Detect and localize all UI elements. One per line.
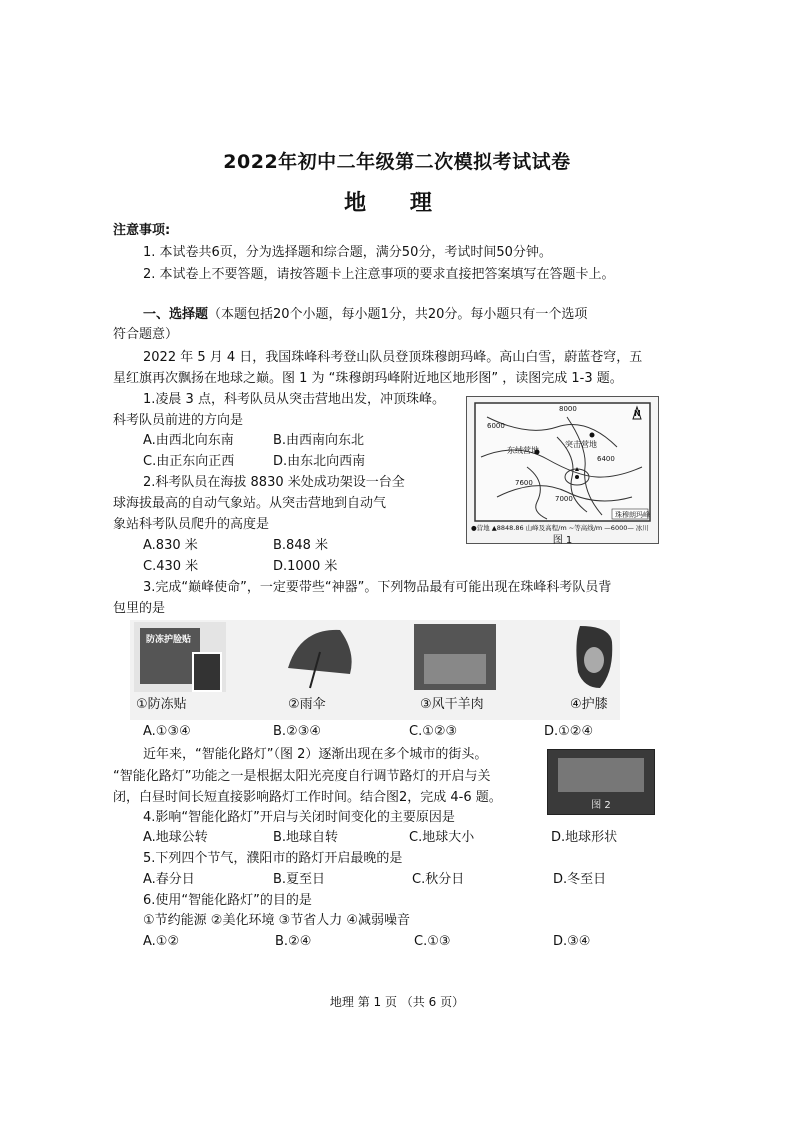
intro2-line-2: “智能化路灯”功能之一是根据太阳光亮度自行调节路灯的开启与关	[113, 769, 491, 784]
q6-option-a[interactable]: A.①②	[143, 934, 180, 949]
contour-6000: 6000	[487, 422, 505, 430]
q5-option-d[interactable]: D.冬至日	[553, 872, 607, 887]
street-scene-icon	[558, 758, 644, 792]
item-umbrella	[280, 622, 360, 694]
q1-option-c[interactable]: C.由正东向正西	[143, 454, 235, 469]
map-label-east-camp: 东绒营地	[507, 446, 539, 455]
q6-option-d[interactable]: D.③④	[553, 934, 591, 949]
q4-option-d[interactable]: D.地球形状	[551, 830, 618, 845]
q3-option-b[interactable]: B.②③④	[273, 724, 322, 739]
intro-line-1: 2022 年 5 月 4 日，我国珠峰科考登山队员登顶珠穆朗玛峰。高山白雪，蔚蓝苍穹，五	[143, 350, 643, 365]
q2-option-b[interactable]: B.848 米	[273, 538, 328, 553]
section1-heading: 一、选择题	[143, 307, 209, 322]
q1-option-b[interactable]: B.由西南向东北	[273, 433, 365, 448]
contour-6400: 6400	[597, 455, 615, 463]
figure-2-street-light	[547, 749, 655, 815]
q4-option-c[interactable]: C.地球大小	[409, 830, 475, 845]
q3-option-d[interactable]: D.①②④	[544, 724, 594, 739]
q2-stem-2: 球海拔最高的自动气象站。从突击营地到自动气	[113, 496, 387, 511]
item-label-3: ③风干羊肉	[420, 697, 484, 712]
item-dried-mutton	[414, 624, 496, 690]
q3-option-c[interactable]: C.①②③	[409, 724, 458, 739]
figure-2-caption: 图 2	[591, 800, 611, 811]
q4-stem: 4.影响“智能化路灯”开启与关闭时间变化的主要原因是	[143, 810, 455, 825]
item-label-2: ②雨伞	[288, 697, 326, 712]
q5-option-c[interactable]: C.秋分日	[412, 872, 465, 887]
q3-stem-2: 包里的是	[113, 601, 166, 616]
patch-pack-text: 防冻护脸贴	[146, 635, 192, 645]
notes-heading: 注意事项:	[113, 223, 171, 238]
mutton-pack-icon	[424, 654, 486, 684]
q3-option-a[interactable]: A.①③④	[143, 724, 191, 739]
q1-stem-2: 科考队员前进的方向是	[113, 413, 244, 428]
exam-title: 2022年初中二年级第二次模拟考试试卷	[223, 151, 571, 173]
intro2-line-1: 近年来，“智能化路灯”（图 2）逐渐出现在多个城市的街头。	[143, 747, 488, 762]
q2-option-c[interactable]: C.430 米	[143, 559, 199, 574]
page-footer: 地理 第 1 页 （共 6 页）	[329, 995, 465, 1009]
q5-option-b[interactable]: B.夏至日	[273, 872, 326, 887]
umbrella-icon	[280, 622, 360, 694]
q1-option-d[interactable]: D.由东北向西南	[273, 454, 366, 469]
figure-1-caption: 图 1	[552, 535, 573, 546]
q1-option-a[interactable]: A.由西北向东南	[143, 433, 234, 448]
figure-1-topo-map	[466, 396, 659, 544]
map-label-summit-camp: 突击营地	[565, 440, 597, 449]
item-antifreeze-patch	[134, 622, 226, 692]
q6-option-c[interactable]: C.①③	[414, 934, 451, 949]
contour-7600: 7600	[515, 479, 533, 487]
intro2-line-3: 闭，白昼时间长短直接影响路灯工作时间。结合图2，完成 4-6 题。	[113, 790, 502, 805]
q6-choices: ①节约能源 ②美化环境 ③节省人力 ④减弱噪音	[143, 913, 411, 928]
q4-option-b[interactable]: B.地球自转	[273, 830, 339, 845]
section1-desc-2: 符合题意）	[113, 327, 179, 342]
q1-stem-1: 1.凌晨 3 点，科考队员从突击营地出发，冲顶珠峰。	[143, 392, 445, 407]
q6-option-b[interactable]: B.②④	[275, 934, 312, 949]
patch-card-icon	[192, 652, 222, 692]
q2-option-d[interactable]: D.1000 米	[273, 559, 338, 574]
intro-line-2: 星红旗再次飘扬在地球之巅。图 1 为 “珠穆朗玛峰附近地区地形图” ，读图完成 1-3 题。	[113, 371, 623, 386]
q4-option-a[interactable]: A.地球公转	[143, 830, 208, 845]
q3-stem-1: 3.完成“巅峰使命”，一定要带些“神器”。下列物品最有可能出现在珠峰科考队员背	[143, 580, 612, 595]
q5-option-a[interactable]: A.春分日	[143, 872, 195, 887]
contour-map	[467, 397, 658, 543]
item-label-4: ④护膝	[570, 697, 608, 712]
q5-stem: 5.下列四个节气，濮阳市的路灯开启最晚的是	[143, 851, 403, 866]
item-knee-pad	[570, 622, 620, 692]
item-label-1: ①防冻贴	[136, 697, 187, 712]
q2-stem-3: 象站科考队员爬升的高度是	[113, 517, 270, 532]
notes-item-2: 2. 本试卷上不要答题，请按答题卡上注意事项的要求直接把答案填写在答题卡上。	[143, 267, 615, 282]
q2-option-a[interactable]: A.830 米	[143, 538, 198, 553]
q3-items-strip	[130, 620, 620, 720]
knee-pad-icon	[570, 622, 620, 692]
subject-title: 地 理	[344, 191, 450, 216]
q6-stem: 6.使用“智能化路灯”的目的是	[143, 893, 312, 908]
section1-desc: （本题包括20个小题，每小题1分，共20分。每小题只有一个选项	[208, 307, 588, 322]
map-legend: ●营地 ▲8848.86 山峰及高程/m ~等高线/m —6000— 冰川	[471, 524, 649, 532]
contour-7000: 7000	[555, 495, 573, 503]
north-arrow-icon: N	[634, 409, 641, 418]
map-label-peak: 珠穆朗玛峰	[615, 511, 650, 519]
section1-header	[143, 306, 587, 323]
notes-item-1: 1. 本试卷共6页，分为选择题和综合题，满分50分，考试时间50分钟。	[143, 245, 552, 260]
q2-stem-1: 2.科考队员在海拔 8830 米处成功架设一台全	[143, 475, 405, 490]
contour-8000: 8000	[559, 405, 577, 413]
